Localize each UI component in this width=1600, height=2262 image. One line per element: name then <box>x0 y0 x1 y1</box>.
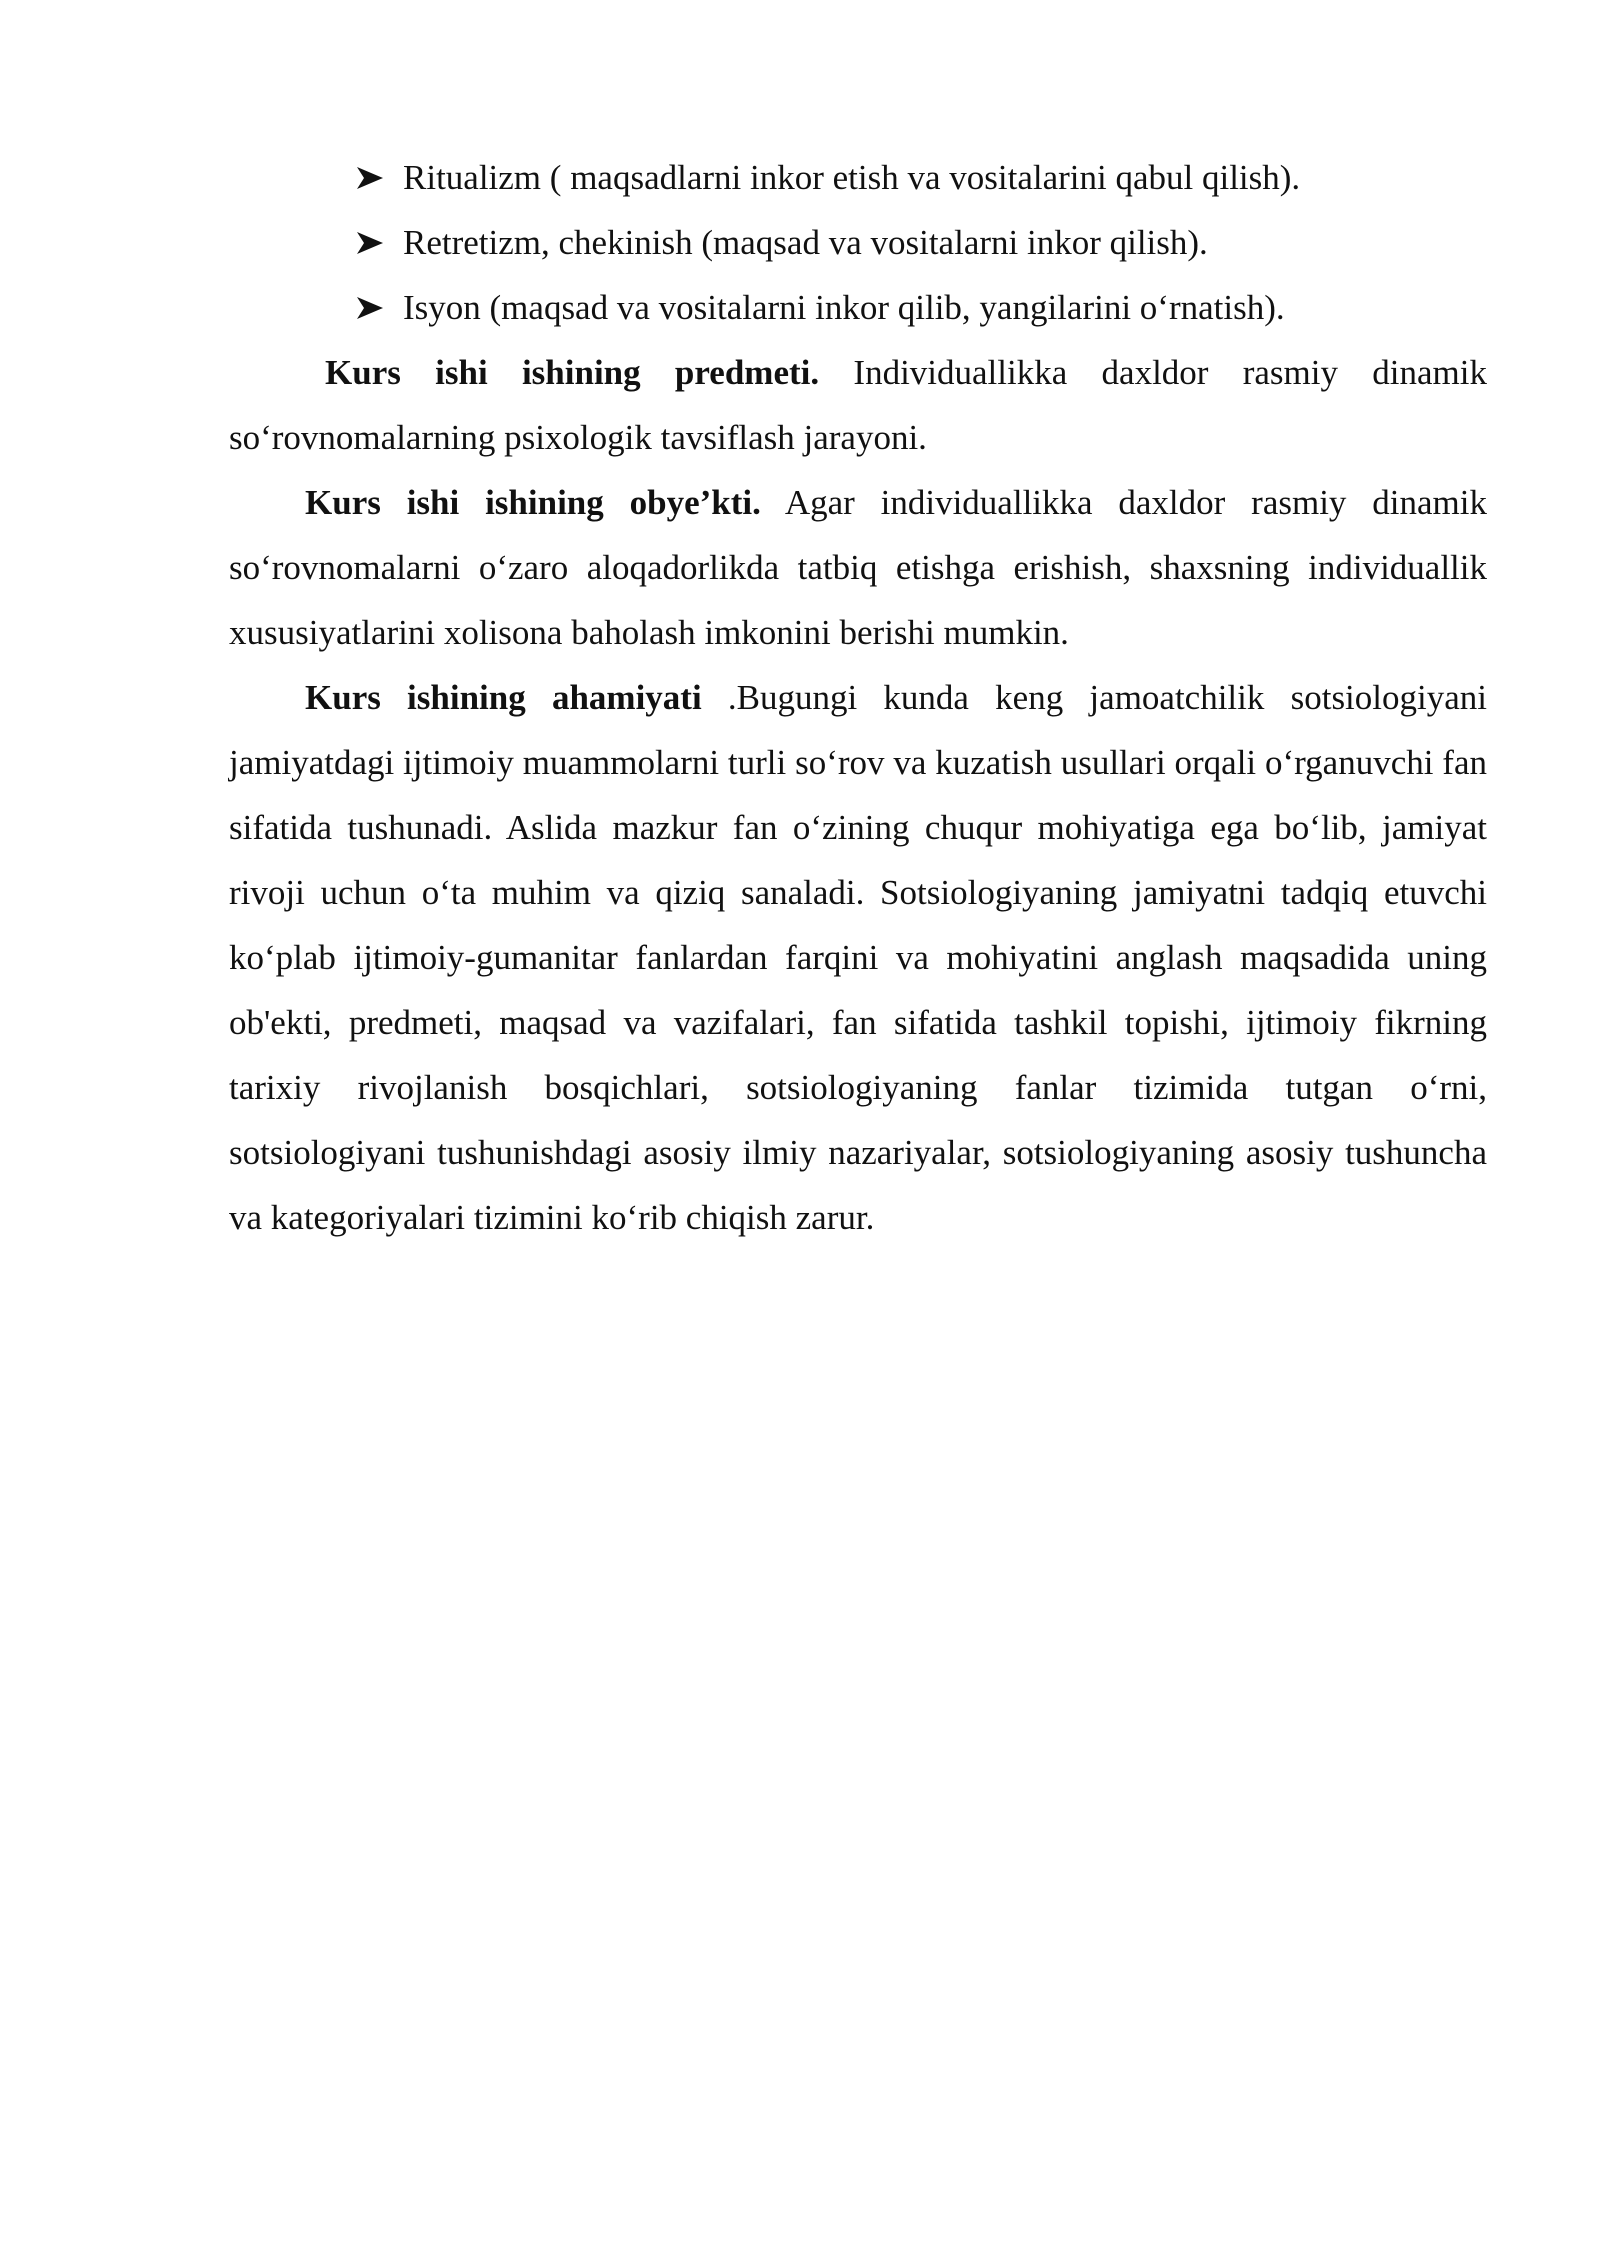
arrowhead-bullet-icon <box>355 165 385 191</box>
paragraph-object <box>229 470 1487 665</box>
paragraph-heading: Kurs ishining ahamiyati <box>305 678 702 717</box>
paragraph-subject <box>229 340 1487 470</box>
page-content <box>229 145 1487 1250</box>
bullet-text: Ritualizm ( maqsadlarni inkor etish va vositalarini qabul qilish). <box>403 158 1301 197</box>
bullet-text: Isyon (maqsad va vositalarni inkor qilib, yangilarini o‘rnatish). <box>403 288 1285 327</box>
paragraph-body: Individuallikka daxldor rasmiy dinamik so‘rovnomalarning psixologik tavsiflash jarayoni. <box>229 353 1487 457</box>
bullet-list <box>355 145 1487 340</box>
paragraph-body: .Bugungi kunda keng jamoatchilik sotsiologiyani jamiyatdagi ijtimoiy muammolarni turli so‘rov va kuzatish usullari orqali o‘rganuvchi fan sifatida tushunadi. Aslida mazkur fan o‘zining chuqur mohiyatiga ega bo‘lib, jamiyat rivoji uchun o‘ta muhim va qiziq sanaladi. Sotsiologiyaning jamiyatni tadqiq etuvchi ko‘plab ijtimoiy-gumanitar fanlardan farqini va mohiyatini anglash maqsadida uning ob'ekti, predmeti, maqsad va vazifalari, fan sifatida tashkil topishi, ijtimoiy fikrning tarixiy rivojlanish bosqichlari, sotsiologiyaning fanlar tizimida tutgan o‘rni, sotsiologiyani tushunishdagi asosiy ilmiy nazariyalar, sotsiologiyaning asosiy tushuncha va kategoriyalari tizimini ko‘rib chiqish zarur. <box>229 678 1487 1237</box>
list-item <box>355 275 1487 340</box>
arrowhead-bullet-icon <box>355 295 385 321</box>
paragraph-significance <box>229 665 1487 1250</box>
bullet-text: Retretizm, chekinish (maqsad va vositalarni inkor qilish). <box>403 223 1208 262</box>
paragraph-heading: Kurs ishi ishining predmeti. <box>325 353 820 392</box>
list-item <box>355 210 1487 275</box>
list-item <box>355 145 1487 210</box>
paragraph-heading: Kurs ishi ishining obye’kti. <box>305 483 761 522</box>
paragraph-body: Agar individuallikka daxldor rasmiy dinamik so‘rovnomalarni o‘zaro aloqadorlikda tatbiq etishga erishish, shaxsning individuallik xususiyatlarini xolisona baholash imkonini berishi mumkin. <box>229 483 1487 652</box>
arrowhead-bullet-icon <box>355 230 385 256</box>
